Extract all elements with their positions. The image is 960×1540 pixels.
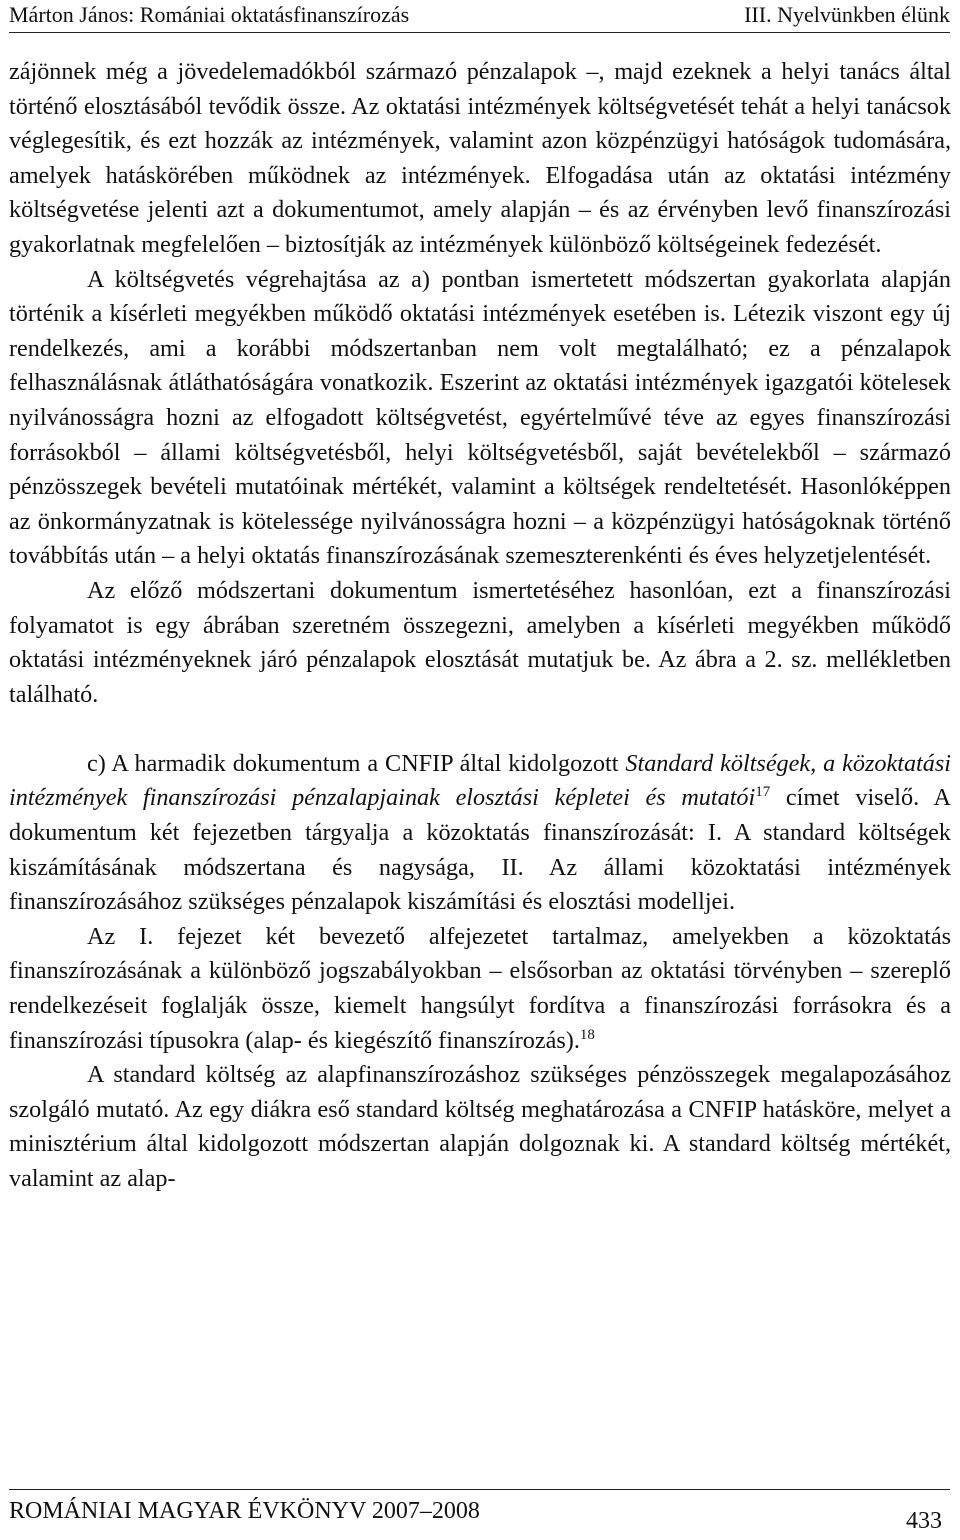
footnote-ref-17[interactable]: 17 [755, 784, 771, 801]
footer-publication: ROMÁNIAI MAGYAR ÉVKÖNYV 2007–2008 [9, 1498, 480, 1524]
page-number: 433 [906, 1508, 942, 1534]
paragraph-6: A standard költség az alapfinanszírozáshoz szükséges pénzösszegek megalapozásához szolgáló mutató. Az egy diákra eső standard költség meghatározása a CNFIP hatásköre, melyet a minisztérium által kidolgozott módszertan alapján dolgoznak ki. A standard költség mértékét, valamint az alap- [9, 1061, 951, 1192]
running-footer [9, 1489, 950, 1534]
footnote-ref-18[interactable]: 18 [579, 1026, 595, 1043]
paragraph-4-rest: címet viselő. A dokumentum két fejezetben tárgyalja a közoktatás finanszírozását: I. A standard költségek kiszámításának módszertana és nagysága, II. Az állami közoktatási intézmények finanszírozásához szükséges pénzalapok kiszámítási és elosztási modelljei. [9, 784, 951, 916]
paragraph-5-text: Az I. fejezet két bevezető alfejezetet tartalmaz, amelyekben a közoktatás finanszírozásának a különböző jogszabályokban – elsősorban az oktatási törvényben – szereplő rendelkezéseit foglalják össze, kiemelt hangsúlyt fordítva a finanszírozási forrásokra és a finanszírozási típusokra (alap- és kiegészítő finanszírozás). [9, 922, 951, 1054]
paragraph-4 [9, 747, 951, 920]
running-header [9, 0, 950, 33]
document-title-italic: Standard költségek, a közoktatási intézmények finanszírozási pénzalapjainak elosztási képletei és mutatói [9, 749, 951, 812]
paragraph-3: Az előző módszertani dokumentum ismertetéséhez hasonlóan, ezt a finanszírozási folyamatot is egy ábrában szeretném összegezni, amelyben a kísérleti megyékben működő oktatási intézményeknek járó pénzalapok elosztását mutatjuk be. Az ábra a 2. sz. mellékletben található. [9, 576, 951, 708]
main-text [9, 55, 951, 1197]
header-author-title: Márton János: Romániai oktatásfinanszírozás [9, 2, 410, 27]
paragraph-2: A költségvetés végrehajtása az a) pontban ismertetett módszertan gyakorlata alapján történik a kísérleti megyékben működő oktatási intézmények esetében is. Létezik viszont egy új rendelkezés, ami a korábbi módszertanban nem volt megtalálható; ez a pénzalapok felhasználásnak átláthatóságára vonatkozik. Eszerint az oktatási intézmények igazgatói kötelesek nyilvánosságra hozni az elfogadott költségvetést, egyértelművé téve az egyes finanszírozási forrásokból – állami költségvetésből, helyi költségvetésből, saját bevételekből – származó pénzösszegek bevételi mutatóinak mértékét, valamint a költségek rendeltetését. Hasonlóképpen az önkormányzatnak is kötelessége nyilvánosságra hozni – a közpénzügyi hatóságoknak történő továbbítás után – a helyi oktatás finanszírozásának szemeszterenkénti és éves helyzetjelentését. [9, 265, 951, 570]
paragraph-1: zájönnek még a jövedelemadókból származó pénzalapok –, majd ezeknek a helyi tanács által történő elosztásából tevődik össze. Az oktatási intézmények költségvetését tehát a helyi tanácsok véglegesítik, és ezt hozzák az intézmények, valamint azon közpénzügyi hatóságok tudomására, amelyek hatáskörében működnek az intézmények. Elfogadása után az oktatási intézmény költségvetése jelenti azt a dokumentumot, amely alapján – és az érvényben levő finanszírozási gyakorlatnak megfelelően – biztosítják az intézmények különböző költségeinek fedezését. [9, 58, 951, 258]
header-section-title: III. Nyelvünkben élünk [744, 2, 950, 27]
paragraph-4-intro: c) A harmadik dokumentum a CNFIP által kidolgozott [87, 749, 626, 777]
paragraph-5 [9, 920, 951, 1058]
